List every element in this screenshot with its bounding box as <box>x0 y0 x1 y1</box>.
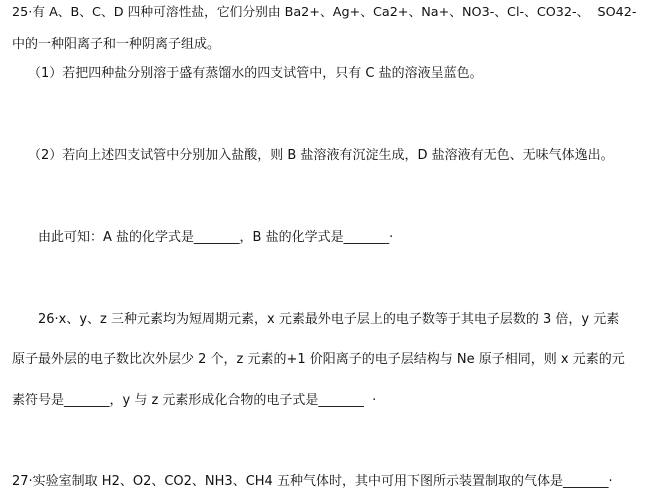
q26-line3-text: 素符号是_______，y 与 z 元素形成化合物的电子式是_______ · <box>12 393 377 408</box>
q25-part1 <box>28 65 483 83</box>
q26-line3 <box>12 392 376 410</box>
q26-line2 <box>12 351 625 369</box>
q26-line1 <box>38 311 619 329</box>
q25-conclusion-text: 由此可知：A 盐的化学式是_______，B 盐的化学式是_______· <box>38 230 394 245</box>
q25-part2 <box>28 147 614 165</box>
q25-part2-text: （2）若向上述四支试管中分别加入盐酸，则 B 盐溶液有沉淀生成，D 盐溶液有无色、无味气体逸出。 <box>28 148 614 163</box>
q25-line1 <box>12 4 636 22</box>
q27-line1-text: 27·实验室制取 H2、O2、CO2、NH3、CH4 五种气体时，其中可用下图所示装置制取的气体是_______· <box>12 474 613 489</box>
q27-line1 <box>12 473 613 491</box>
q25-part1-text: （1）若把四种盐分别溶于盛有蒸馏水的四支试管中，只有 C 盐的溶液呈蓝色。 <box>28 66 483 81</box>
q25-line2-text: 中的一种阳离子和一种阴离子组成。 <box>12 37 221 52</box>
q25-conclusion <box>38 229 393 247</box>
q26-line2-text: 原子最外层的电子数比次外层少 2 个，z 元素的+1 价阳离子的电子层结构与 Ne 原子相同，则 x 元素的元 <box>12 352 625 367</box>
q25-line2 <box>12 36 220 54</box>
q25-line1-text: 25·有 A、B、C、D 四种可溶性盐，它们分别由 Ba2+、Ag+、Ca2+、Na+、NO3-、Cl-、CO32-、 SO42- <box>12 5 637 20</box>
q26-line1-text: 26·x、y、z 三种元素均为短周期元素，x 元素最外电子层上的电子数等于其电子层数的 3 倍，y 元素 <box>38 312 620 327</box>
